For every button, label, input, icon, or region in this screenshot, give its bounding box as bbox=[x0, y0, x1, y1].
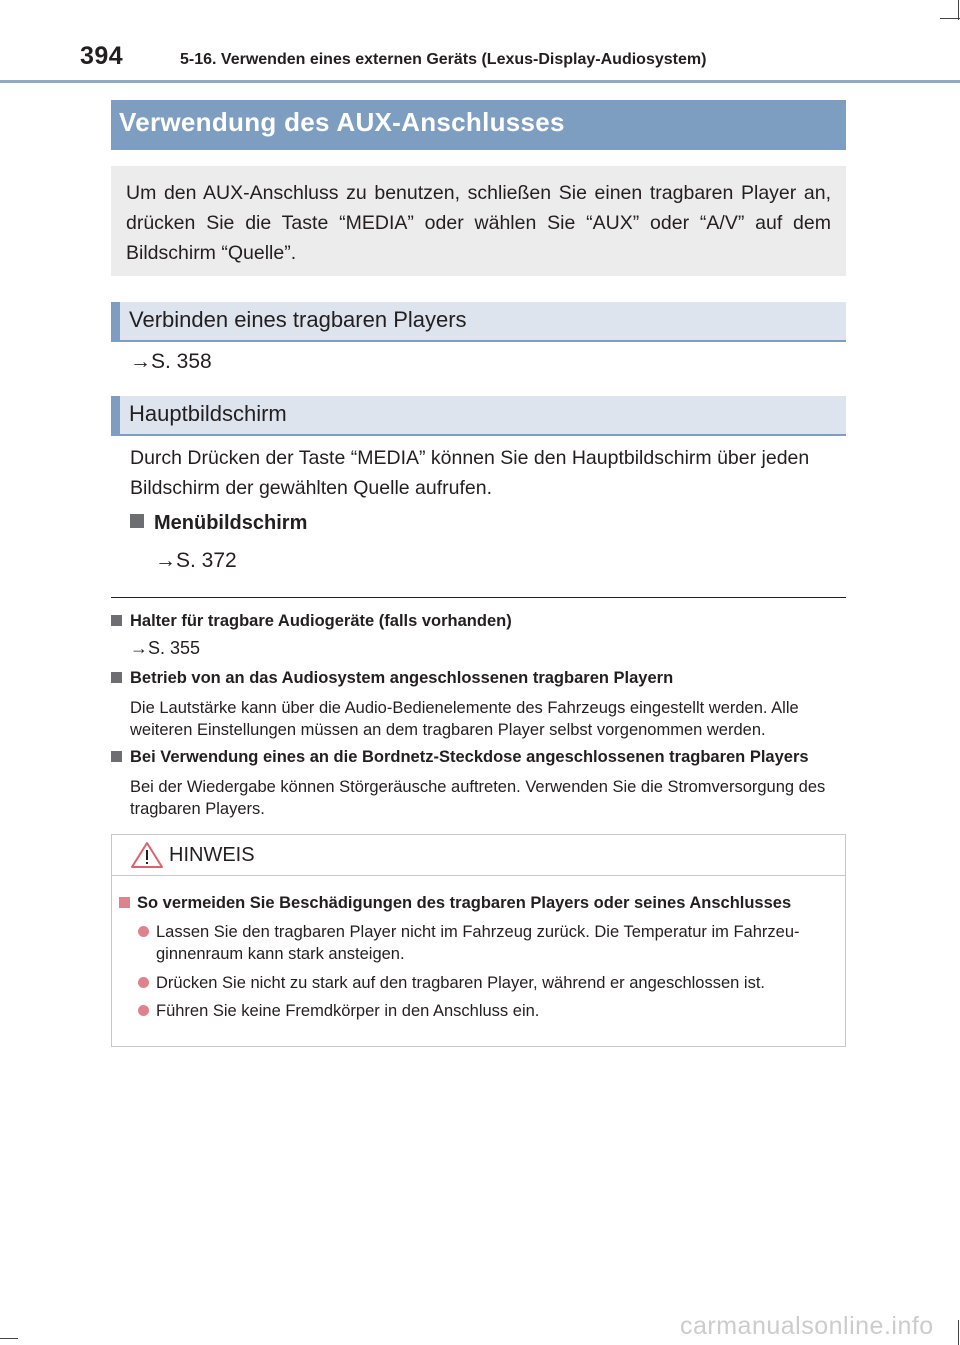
note-heading-operation bbox=[111, 669, 673, 688]
hint-title-row bbox=[112, 835, 845, 876]
watermark: carmanualsonline.info bbox=[680, 1312, 934, 1340]
menu-heading-label: Menübildschirm bbox=[154, 512, 308, 534]
note-text-operation: Die Lautstärke kann über die Audio-Bedienelemente des Fahrzeugs eingestellt werden. Alle weiteren Einstellungen müssen an dem tragbaren Player selbst vorgenommen werden. bbox=[130, 699, 799, 739]
section-title: Verwendung des AUX-Anschlusses bbox=[119, 107, 565, 137]
hint-bullet bbox=[138, 1000, 838, 1022]
main-screen-text: Durch Drücken der Taste “MEDIA” können Sie den Hauptbildschirm über jeden Bildschirm der gewählten Quelle aufrufen. bbox=[130, 447, 810, 499]
crop-mark bbox=[0, 1338, 18, 1339]
header-rule bbox=[0, 80, 960, 83]
note-text-socket: Bei der Wiedergabe können Störgeräusche auftreten. Verwenden Sie die Stromversorgung des tragbaren Players. bbox=[130, 778, 826, 818]
hint-heading bbox=[119, 894, 791, 913]
subsection-title-connect: Verbinden eines tragbaren Players bbox=[129, 307, 467, 332]
crop-mark bbox=[940, 18, 960, 19]
note-heading-label: Bei Verwendung eines an die Bordnetz-Steckdose angeschlossenen tragbaren Players bbox=[130, 748, 809, 766]
note-heading-label: Halter für tragbare Audiogeräte (falls vorhanden) bbox=[130, 612, 512, 630]
intro-text: Um den AUX-Anschluss zu benutzen, schließen Sie einen tragbaren Player an, drücken Sie die Taste “MEDIA” oder wählen Sie “AUX” oder “A/V” auf dem Bildschirm “Quelle”. bbox=[126, 182, 831, 264]
square-bullet-icon bbox=[111, 672, 122, 683]
divider bbox=[111, 597, 846, 598]
subsection-title-main: Hauptbildschirm bbox=[129, 401, 287, 426]
square-bullet-icon bbox=[130, 514, 144, 528]
note-heading-holder bbox=[111, 612, 512, 631]
hint-bullet-text: Führen Sie keine Fremdkörper in den Anschluss ein. bbox=[156, 1002, 540, 1020]
menu-heading bbox=[130, 512, 307, 535]
note-heading-label: Betrieb von an das Audiosystem angeschlossenen tragbaren Playern bbox=[130, 669, 674, 687]
crop-mark bbox=[958, 1320, 959, 1345]
hint-bullet-text: Lassen Sie den tragbaren Player nicht im Fahrzeug zurück. Die Temperatur im Fahrzeu-ginnenraum kann stark ansteigen. bbox=[156, 923, 800, 963]
square-bullet-icon bbox=[111, 615, 122, 626]
hint-bullet bbox=[138, 972, 838, 994]
reference-link-menu[interactable]: →S. 372 bbox=[155, 549, 237, 572]
subsection-heading-connect bbox=[111, 302, 846, 342]
page-number: 394 bbox=[80, 42, 124, 70]
square-bullet-icon bbox=[111, 751, 122, 762]
subsection-heading-main bbox=[111, 396, 846, 436]
circle-bullet-icon bbox=[138, 926, 149, 937]
hint-bullet-text: Drücken Sie nicht zu stark auf den tragbaren Player, während er angeschlossen ist. bbox=[156, 974, 766, 992]
circle-bullet-icon bbox=[138, 1005, 149, 1016]
section-banner bbox=[111, 100, 846, 150]
reference-link-holder[interactable]: →S. 355 bbox=[130, 638, 201, 658]
square-bullet-icon bbox=[119, 897, 130, 908]
intro-box bbox=[111, 166, 846, 276]
chapter-title: 5-16. Verwenden eines externen Geräts (Lexus-Display-Audiosystem) bbox=[180, 51, 707, 68]
warning-triangle-icon bbox=[130, 841, 164, 869]
hint-box bbox=[111, 834, 846, 1047]
crop-mark bbox=[958, 0, 959, 20]
note-heading-socket bbox=[111, 748, 809, 767]
reference-link-connect[interactable]: →S. 358 bbox=[130, 350, 212, 373]
hint-bullet bbox=[138, 921, 838, 965]
hint-label: HINWEIS bbox=[169, 844, 255, 866]
hint-heading-label: So vermeiden Sie Beschädigungen des tragbaren Players oder seines Anschlusses bbox=[137, 894, 792, 912]
circle-bullet-icon bbox=[138, 977, 149, 988]
